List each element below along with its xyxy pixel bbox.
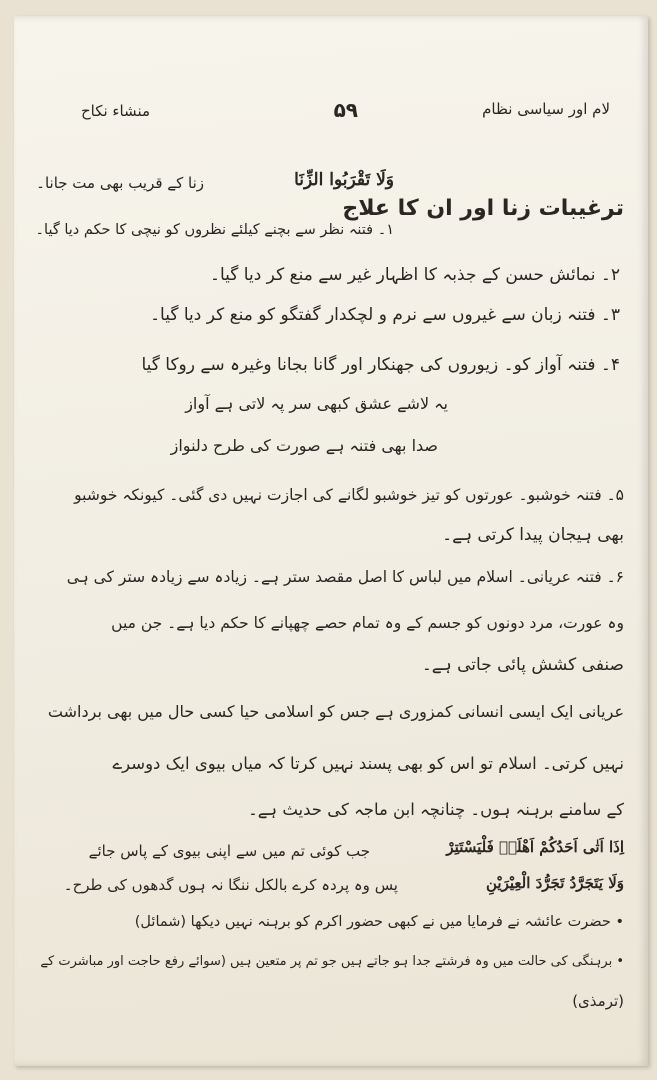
hadith-translation: جب کوئی تم میں سے اپنی بیوی کے پاس جائے bbox=[88, 842, 370, 860]
hadith-arabic: اِذَا اَتٰی اَحَدُکُمْ اَھْلَہٗ فَلْیَسْتَتِرْ bbox=[446, 838, 624, 856]
page-number: ۵۹ bbox=[333, 98, 358, 122]
quran-quote: وَلَا تَقْرَبُوا الزِّنَا bbox=[294, 170, 394, 190]
note-citation: (ترمذی) bbox=[572, 992, 624, 1010]
couplet-line: صدا بھی فتنہ ہے صورت کی طرح دلنواز bbox=[170, 436, 438, 455]
list-item-continuation: صنفی کشش پائی جاتی ہے۔ bbox=[421, 655, 624, 675]
list-item: ۳۔ فتنہ زبان سے غیروں سے نرم و لچکدار گفتگو کو منع کر دیا گیا۔ bbox=[150, 305, 620, 325]
list-item-continuation: بھی ہیجان پیدا کرتی ہے۔ bbox=[442, 525, 624, 545]
paragraph-line: کے سامنے برہنہ ہوں۔ چنانچہ ابن ماجہ کی حدیث ہے۔ bbox=[248, 800, 624, 819]
list-item: ۵۔ فتنہ خوشبو۔ عورتوں کو تیز خوشبو لگانے کی اجازت نہیں دی گئی۔ کیونکہ خوشبو bbox=[74, 486, 624, 504]
hadith-arabic: وَلَا یَتَجَرَّدُ تَجَرُّدَ الْعِیْرَیْنِ bbox=[486, 874, 624, 892]
list-item: ۴۔ فتنہ آواز کو۔ زیوروں کی جھنکار اور گانا بجانا وغیرہ سے روکا گیا bbox=[141, 355, 620, 375]
note-line: • حضرت عائشہ نے فرمایا میں نے کبھی حضور اکرم کو برہنہ نہیں دیکھا (شمائل) bbox=[134, 914, 624, 930]
list-item: ۱۔ فتنہ نظر سے بچنے کیلئے نظروں کو نیچی کا حکم دیا گیا۔ bbox=[35, 222, 394, 238]
couplet-line: یہ لاشے عشق کبھی سر پہ لاتی ہے آواز bbox=[185, 394, 448, 413]
note-line: • برہنگی کی حالت میں وہ فرشتے جدا ہو جاتے ہیں جو تم پر متعین ہیں (سوائے رفع حاجت اور مباشرت کے bbox=[40, 954, 624, 969]
header-left-title: منشاء نکاح bbox=[80, 102, 150, 120]
header-right-title: لام اور سیاسی نظام bbox=[482, 100, 610, 118]
list-item: ۶۔ فتنہ عریانی۔ اسلام میں لباس کا اصل مقصد ستر ہے۔ زیادہ سے زیادہ ستر کی ہی bbox=[66, 568, 624, 586]
section-heading: ترغیبات زنا اور ان کا علاج bbox=[342, 196, 624, 221]
notebook-page bbox=[14, 16, 648, 1066]
list-item-continuation: وہ عورت، مرد دونوں کو جسم کے وہ تمام حصے چھپانے کا حکم دیا ہے۔ جن میں bbox=[111, 614, 624, 632]
paragraph-line: عریانی ایک ایسی انسانی کمزوری ہے جس کو اسلامی حیا کسی حال میں بھی برداشت bbox=[47, 702, 624, 721]
list-item: ۲۔ نمائش حسن کے جذبہ کا اظہار غیر سے منع کر دیا گیا۔ bbox=[210, 265, 620, 285]
paragraph-line: نہیں کرتی۔ اسلام تو اس کو بھی پسند نہیں کرتا کہ میاں بیوی ایک دوسرے bbox=[112, 754, 624, 773]
hadith-translation: پس وہ پردہ کرے بالکل ننگا نہ ہوں گدھوں کی طرح۔ bbox=[63, 876, 398, 894]
quote-translation: زنا کے قریب بھی مت جانا۔ bbox=[36, 174, 204, 192]
